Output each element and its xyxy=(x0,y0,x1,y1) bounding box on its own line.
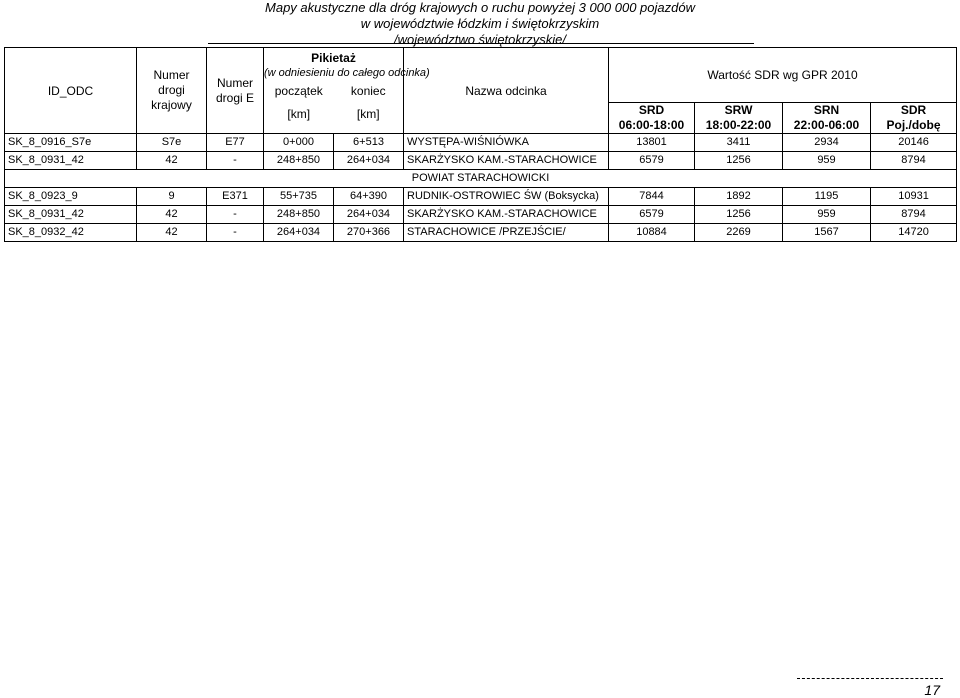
cell-sdr: 8794 xyxy=(871,206,957,224)
table-row xyxy=(5,224,957,242)
header-pikietaz-sub: (w odniesieniu do całego odcinka) xyxy=(264,66,430,79)
cell-name: SKARŻYSKO KAM.-STARACHOWICE xyxy=(404,206,609,224)
cell-srd: 7844 xyxy=(609,188,695,206)
cell-name: SKARŻYSKO KAM.-STARACHOWICE xyxy=(404,152,609,170)
footer-dashed-rule xyxy=(797,678,943,679)
cell-e: E371 xyxy=(207,188,264,206)
header-km-end: [km] xyxy=(356,106,380,121)
cell-srw: 1892 xyxy=(695,188,783,206)
header-title-line3: /województwo świętokrzyskie/ xyxy=(394,32,566,47)
header-pikietaz-title: Pikietaż xyxy=(311,50,356,65)
cell-srw: 2269 xyxy=(695,224,783,242)
header-srw: SRW 18:00-22:00 xyxy=(695,103,783,134)
cell-start: 264+034 xyxy=(264,224,334,242)
cell-start: 55+735 xyxy=(264,188,334,206)
cell-sdr: 10931 xyxy=(871,188,957,206)
cell-srn: 959 xyxy=(783,152,871,170)
cell-srw: 1256 xyxy=(695,152,783,170)
header-poczatek: początek xyxy=(274,83,323,98)
header-wartosc: Wartość SDR wg GPR 2010 xyxy=(609,48,957,103)
cell-e: - xyxy=(207,152,264,170)
cell-e: - xyxy=(207,224,264,242)
header-sdr: SDR Poj./dobę xyxy=(871,103,957,134)
cell-end: 6+513 xyxy=(334,134,404,152)
header-numer-krajowy: Numer drogi krajowy xyxy=(137,48,207,134)
cell-srn: 1567 xyxy=(783,224,871,242)
header-km-start: [km] xyxy=(287,106,311,121)
group-label-powiat: POWIAT STARACHOWICKI xyxy=(5,170,957,188)
header-rule xyxy=(208,43,754,44)
header-nazwa: Nazwa odcinka xyxy=(404,48,609,134)
cell-name: RUDNIK-OSTROWIEC ŚW (Boksycka) xyxy=(404,188,609,206)
cell-e: E77 xyxy=(207,134,264,152)
header-numer-e: Numer drogi E xyxy=(207,48,264,134)
header-title-line2: w województwie łódzkim i świętokrzyskim xyxy=(360,16,600,31)
header-koniec: koniec xyxy=(350,83,386,98)
header-title-line1: Mapy akustyczne dla dróg krajowych o ruchu powyżej 3 000 000 pojazdów xyxy=(265,0,695,15)
cell-id: SK_8_0923_9 xyxy=(5,188,137,206)
cell-nr: 42 xyxy=(137,152,207,170)
cell-sdr: 14720 xyxy=(871,224,957,242)
cell-srw: 3411 xyxy=(695,134,783,152)
cell-nr: S7e xyxy=(137,134,207,152)
cell-end: 264+034 xyxy=(334,206,404,224)
cell-end: 64+390 xyxy=(334,188,404,206)
table-row xyxy=(5,152,957,170)
page-number: 17 xyxy=(924,682,940,698)
header-srn: SRN 22:00-06:00 xyxy=(783,103,871,134)
cell-sdr: 20146 xyxy=(871,134,957,152)
cell-id: SK_8_0931_42 xyxy=(5,152,137,170)
cell-start: 248+850 xyxy=(264,152,334,170)
cell-start: 248+850 xyxy=(264,206,334,224)
table-row xyxy=(5,206,957,224)
cell-srd: 6579 xyxy=(609,206,695,224)
table-row xyxy=(5,188,957,206)
cell-nr: 42 xyxy=(137,224,207,242)
document-header xyxy=(0,0,960,48)
cell-e: - xyxy=(207,206,264,224)
cell-end: 264+034 xyxy=(334,152,404,170)
header-id: ID_ODC xyxy=(5,48,137,134)
cell-srn: 959 xyxy=(783,206,871,224)
cell-start: 0+000 xyxy=(264,134,334,152)
header-pikietaz xyxy=(264,48,430,134)
cell-id: SK_8_0931_42 xyxy=(5,206,137,224)
cell-srn: 1195 xyxy=(783,188,871,206)
cell-srd: 6579 xyxy=(609,152,695,170)
table-row xyxy=(5,134,957,152)
group-row xyxy=(5,170,957,188)
cell-srw: 1256 xyxy=(695,206,783,224)
cell-srd: 13801 xyxy=(609,134,695,152)
cell-srn: 2934 xyxy=(783,134,871,152)
cell-nr: 42 xyxy=(137,206,207,224)
header-srd: SRD 06:00-18:00 xyxy=(609,103,695,134)
cell-sdr: 8794 xyxy=(871,152,957,170)
cell-name: STARACHOWICE /PRZEJŚCIE/ xyxy=(404,224,609,242)
cell-nr: 9 xyxy=(137,188,207,206)
cell-end: 270+366 xyxy=(334,224,404,242)
traffic-table xyxy=(4,47,957,242)
cell-id: SK_8_0916_S7e xyxy=(5,134,137,152)
cell-name: WYSTĘPA-WIŚNIÓWKA xyxy=(404,134,609,152)
cell-id: SK_8_0932_42 xyxy=(5,224,137,242)
cell-srd: 10884 xyxy=(609,224,695,242)
